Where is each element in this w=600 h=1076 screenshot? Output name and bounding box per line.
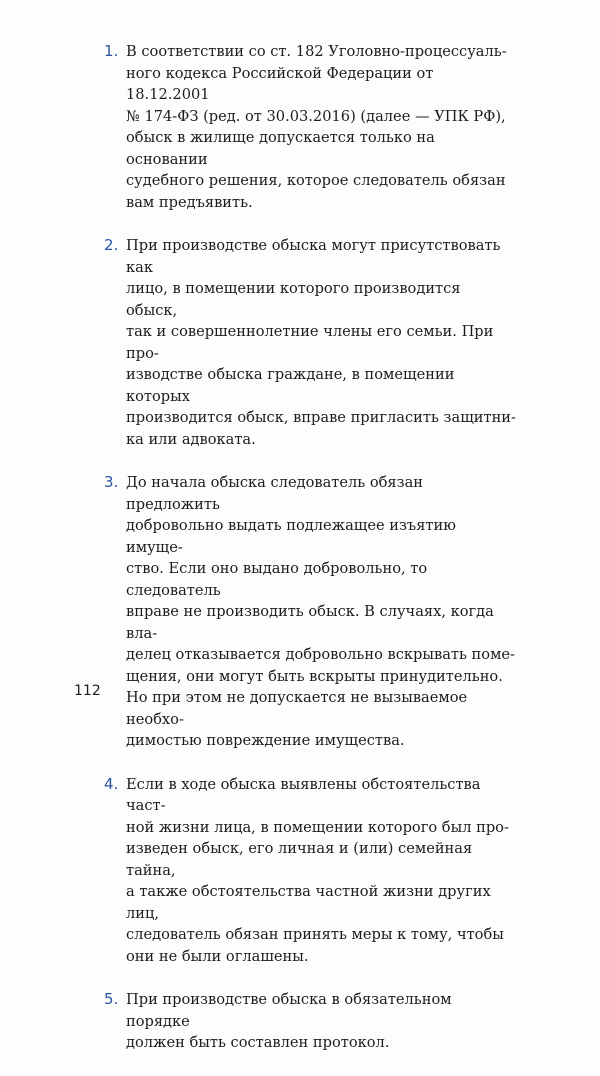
item-number: 2. [104, 236, 119, 254]
item-text: До начала обыска следователь обязан предложить добровольно выдать подлежащее изъятию имуще- ство. Если оно выдано добровольно, то следователь вправе не производить обыск. В случаях, когда вла- делец отказывается добровольно вскрывать поме- щения, они могут быть вскрыты принудительно. Но при этом не допускается не вызываемое необхо- димостью повреждение имущества. [126, 474, 515, 749]
numbered-list [104, 41, 516, 1076]
item-number: 1. [104, 42, 119, 60]
list-item-1 [104, 41, 516, 213]
item-number: 4. [104, 774, 119, 793]
item-text: В соответствии со ст. 182 Уголовно-процессуаль- ного кодекса Российской Федерации от 18.12.2001 № 174-ФЗ (ред. от 30.03.2016) (далее — УПК РФ), обыск в жилище допускается только на основании судебного решения, которое следователь обязан вам предъявить. [126, 43, 507, 211]
page-number: 112 [74, 683, 101, 699]
item-text: При производстве обыска могут присутствовать как лицо, в помещении которого производится обыск, так и совершеннолетние члены его семьи. При про- изводстве обыска граждане, в помещении которых производится обыск, вправе пригласить защитни- ка или адвоката. [126, 237, 516, 448]
item-text: При производстве обыска в обязательном порядке должен быть составлен протокол. [126, 991, 452, 1051]
item-number: 5. [104, 990, 119, 1008]
item-text: Если в ходе обыска выявлены обстоятельства част- ной жизни лица, в помещении которого был про- изведен обыск, его личная и (или) семейная тайна, а также обстоятельства частной жизни других лиц, следователь обязан принять меры к тому, чтобы они не были оглашены. [126, 775, 509, 965]
list-item-3 [104, 472, 516, 752]
list-item-5 [104, 989, 516, 1054]
list-item-2 [104, 235, 516, 450]
item-number: 3. [104, 473, 119, 491]
list-item-4 [104, 774, 516, 968]
